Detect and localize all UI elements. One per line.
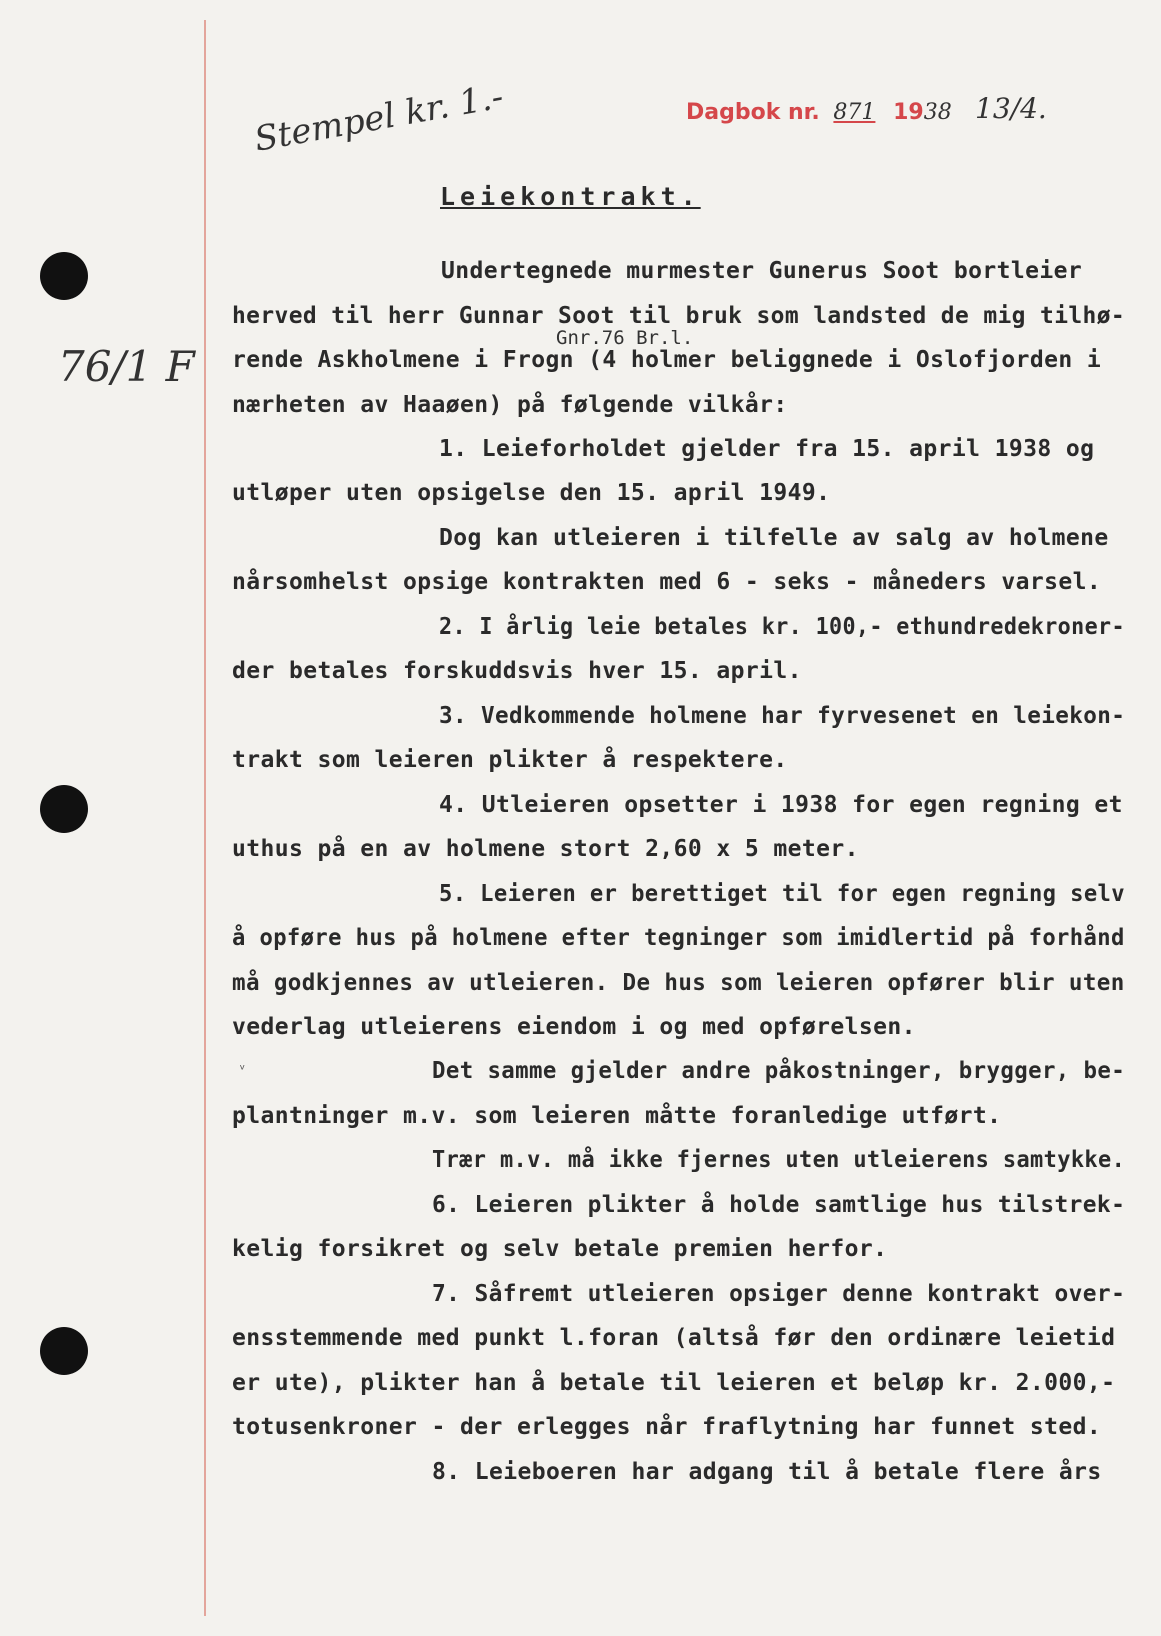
text-line: Trær m.v. må ikke fjernes uten utleierens samtykke. [432, 1147, 1126, 1173]
text-line: totusenkroner - der erlegges når fraflytning har funnet sted. [232, 1414, 1102, 1440]
year-suffix: 38 [923, 100, 952, 125]
text-line: 3. Vedkommende holmene har fyrvesenet en leiekon- [439, 703, 1126, 729]
text-line: å opføre hus på holmene efter tegninger som imidlertid på forhånd [232, 925, 1125, 951]
gnr-note: Gnr.76 Br.l. [556, 327, 694, 349]
year-prefix: 19 [893, 100, 924, 125]
text-line: 1. Leieforholdet gjelder fra 15. april 1938 og [439, 436, 1095, 462]
text-line: må godkjennes av utleieren. De hus som leieren opfører blir uten [232, 970, 1125, 996]
text-line: nærheten av Haaøen) på følgende vilkår: [232, 392, 788, 418]
text-line: Det samme gjelder andre påkostninger, brygger, be- [432, 1058, 1126, 1084]
text-line: nårsomhelst opsige kontrakten med 6 - seks - måneders varsel. [232, 569, 1102, 595]
margin-line [204, 20, 206, 1616]
punch-hole [40, 252, 88, 300]
text-line: kelig forsikret og selv betale premien herfor. [232, 1236, 888, 1262]
handwritten-date: 13/4. [975, 92, 1047, 125]
text-line: 2. I årlig leie betales kr. 100,- ethundredekroner- [439, 614, 1125, 640]
text-line: 5. Leieren er berettiget til for egen regning selv [439, 881, 1126, 907]
text-line: rende Askholmene i Frogn (4 holmer beliggnede i Oslofjorden i [232, 347, 1102, 373]
text-line: er ute), plikter han å betale til leieren et beløp kr. 2.000,- [232, 1370, 1116, 1396]
margin-note: 76/1 F [58, 342, 195, 391]
dagbok-stamp [686, 100, 952, 125]
text-line: plantninger m.v. som leieren måtte foranledige utført. [232, 1103, 1002, 1129]
text-line: ensstemmende med punkt l.foran (altså før den ordinære leietid [232, 1325, 1116, 1351]
text-line: utløper uten opsigelse den 15. april 1949. [232, 480, 831, 506]
text-line: 7. Såfremt utleieren opsiger denne kontrakt over- [432, 1281, 1126, 1307]
margin-tick: ᵛ [238, 1062, 247, 1078]
text-line: vederlag utleierens eiendom i og med opførelsen. [232, 1014, 916, 1040]
text-line: Undertegnede murmester Gunerus Soot bortleier [441, 258, 1083, 284]
text-line: der betales forskuddsvis hver 15. april. [232, 658, 802, 684]
dagbok-label: Dagbok nr. [686, 100, 820, 125]
text-line: uthus på en av holmene stort 2,60 x 5 meter. [232, 836, 859, 862]
text-line: 8. Leieboeren har adgang til å betale flere års [432, 1459, 1102, 1485]
text-line: herved til herr Gunnar Soot til bruk som landsted de mig tilhø- [232, 303, 1126, 329]
text-line: 4. Utleieren opsetter i 1938 for egen regning et [439, 792, 1123, 818]
text-line: trakt som leieren plikter å respektere. [232, 747, 788, 773]
text-line: 6. Leieren plikter å holde samtlige hus tilstrek- [432, 1192, 1126, 1218]
document-title: Leiekontrakt. [440, 182, 701, 211]
dagbok-number: 871 [833, 100, 876, 125]
punch-hole [40, 1327, 88, 1375]
text-line: Dog kan utleieren i tilfelle av salg av holmene [439, 525, 1109, 551]
handwritten-signature: Stempel kr. 1.- [251, 76, 507, 160]
punch-hole [40, 785, 88, 833]
